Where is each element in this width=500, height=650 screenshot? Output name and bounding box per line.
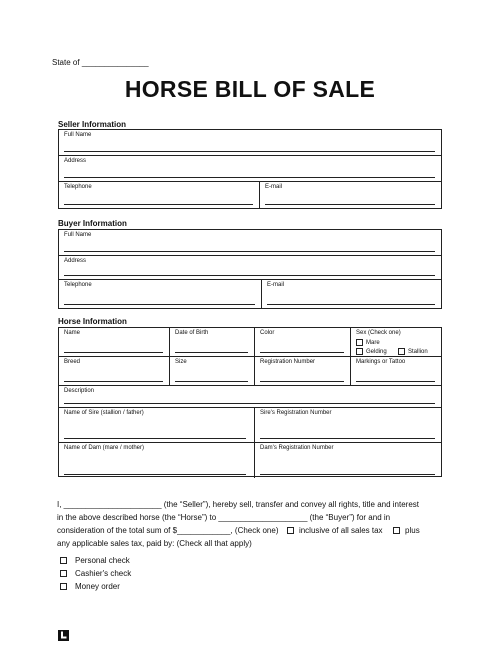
- statement-line-3-c: plus: [405, 526, 420, 535]
- buyer-telephone-label: Telephone: [64, 282, 92, 288]
- horse-size-cell: [169, 357, 254, 385]
- horse-color-field[interactable]: [260, 352, 344, 353]
- horse-breed-cell: [59, 357, 169, 385]
- statement-line-1: I, ______________________ (the “Seller”), hereby sell, transfer and convey all rights, title and interest: [57, 500, 419, 509]
- horse-markings-field[interactable]: [356, 381, 435, 382]
- state-label: State of: [52, 58, 80, 67]
- seller-address-field[interactable]: [64, 177, 435, 178]
- money-order-label: Money order: [75, 582, 120, 591]
- horse-registration-field[interactable]: [260, 381, 344, 382]
- horse-markings-label: Markings or Tattoo: [356, 359, 406, 365]
- buyer-full-name-label: Full Name: [64, 232, 92, 238]
- seller-full-name-field[interactable]: [64, 151, 435, 152]
- horse-color-label: Color: [260, 330, 275, 336]
- dam-reg-field[interactable]: [260, 474, 435, 475]
- buyer-address-label: Address: [64, 258, 87, 264]
- payment-money-order[interactable]: [60, 582, 120, 591]
- seller-contact-row: [59, 182, 441, 208]
- dam-name-label: Name of Dam (mare / mother): [64, 445, 145, 451]
- buyer-heading: Buyer Information: [58, 219, 127, 228]
- dam-reg-label: Dam's Registration Number: [260, 445, 334, 451]
- seller-telephone-cell: [59, 182, 259, 208]
- buyer-email-label: E-mail: [267, 282, 285, 288]
- horse-size-label: Size: [175, 359, 187, 365]
- horse-name-field[interactable]: [64, 352, 163, 353]
- plus-tax-checkbox[interactable]: [393, 527, 400, 534]
- horse-dob-label: Date of Birth: [175, 330, 209, 336]
- seller-full-name-label: Full Name: [64, 132, 92, 138]
- seller-box: [58, 129, 442, 209]
- sex-mare-option[interactable]: [356, 339, 380, 346]
- stallion-label: Stallion: [408, 349, 428, 356]
- statement-line-3-a: consideration of the total sum of $____________, (Check one): [57, 526, 279, 535]
- statement-line-2: in the above described horse (the “Horse”) to ____________________ (the “Buyer”) for and in: [57, 513, 391, 522]
- cashiers-check-checkbox[interactable]: [60, 570, 67, 577]
- sex-stallion-option[interactable]: [398, 348, 428, 355]
- horse-name-label: Name: [64, 330, 81, 336]
- mare-label: Mare: [366, 340, 380, 347]
- horse-description-label: Description: [64, 388, 95, 394]
- stallion-checkbox[interactable]: [398, 348, 405, 355]
- money-order-checkbox[interactable]: [60, 583, 67, 590]
- buyer-telephone-field[interactable]: [64, 304, 255, 305]
- buyer-telephone-cell: [59, 280, 261, 308]
- sire-name-label: Name of Sire (stallion / father): [64, 410, 144, 416]
- horse-row-1: [59, 328, 441, 357]
- buyer-email-field[interactable]: [267, 304, 435, 305]
- horse-row-2: [59, 357, 441, 386]
- buyer-contact-row: [59, 280, 441, 308]
- buyer-full-name-row: [59, 230, 441, 256]
- horse-sex-cell: [350, 328, 441, 356]
- brand-logo-icon: [58, 630, 69, 641]
- buyer-full-name-field[interactable]: [64, 251, 435, 252]
- horse-heading: Horse Information: [58, 317, 127, 326]
- sex-gelding-option[interactable]: [356, 348, 387, 355]
- seller-telephone-field[interactable]: [64, 204, 253, 205]
- horse-name-cell: [59, 328, 169, 356]
- seller-address-label: Address: [64, 158, 87, 164]
- page-title: HORSE BILL OF SALE: [124, 76, 376, 102]
- sire-name-cell: [59, 408, 254, 442]
- gelding-checkbox[interactable]: [356, 348, 363, 355]
- state-input[interactable]: _______________: [81, 58, 149, 67]
- inclusive-tax-checkbox[interactable]: [287, 527, 294, 534]
- gelding-label: Gelding: [366, 349, 387, 356]
- dam-reg-cell: [254, 443, 441, 478]
- buyer-email-cell: [261, 280, 441, 308]
- horse-description-row: [59, 386, 441, 408]
- horse-registration-cell: [254, 357, 350, 385]
- mare-checkbox[interactable]: [356, 339, 363, 346]
- payment-cashiers-check[interactable]: [60, 569, 131, 578]
- horse-box: [58, 327, 442, 477]
- seller-email-field[interactable]: [265, 204, 435, 205]
- seller-address-row: [59, 156, 441, 182]
- dam-name-field[interactable]: [64, 474, 246, 475]
- sire-reg-cell: [254, 408, 441, 442]
- buyer-box: [58, 229, 442, 309]
- horse-dob-cell: [169, 328, 254, 356]
- personal-check-label: Personal check: [75, 556, 130, 565]
- horse-dob-field[interactable]: [175, 352, 248, 353]
- sale-statement: [57, 498, 447, 550]
- payment-personal-check[interactable]: [60, 556, 130, 565]
- seller-full-name-row: [59, 130, 441, 156]
- horse-sire-row: [59, 408, 441, 443]
- seller-email-label: E-mail: [265, 184, 283, 190]
- horse-color-cell: [254, 328, 350, 356]
- buyer-address-row: [59, 256, 441, 280]
- sire-name-field[interactable]: [64, 438, 246, 439]
- horse-dam-row: [59, 443, 441, 478]
- statement-line-4: any applicable sales tax, paid by: (Check all that apply): [57, 539, 252, 548]
- sire-reg-field[interactable]: [260, 438, 435, 439]
- horse-registration-label: Registration Number: [260, 359, 316, 365]
- horse-markings-cell: [350, 357, 441, 385]
- statement-line-3-b: inclusive of all sales tax: [298, 526, 383, 535]
- state-line: [52, 58, 149, 67]
- horse-sex-label: Sex (Check one): [356, 330, 401, 336]
- personal-check-checkbox[interactable]: [60, 557, 67, 564]
- sire-reg-label: Sire's Registration Number: [260, 410, 332, 416]
- statement-line-3: [57, 524, 447, 537]
- cashiers-check-label: Cashier's check: [75, 569, 132, 578]
- buyer-address-field[interactable]: [64, 275, 435, 276]
- seller-heading: Seller Information: [58, 120, 127, 129]
- seller-telephone-label: Telephone: [64, 184, 92, 190]
- seller-email-cell: [259, 182, 441, 208]
- horse-breed-field[interactable]: [64, 381, 163, 382]
- horse-size-field[interactable]: [175, 381, 248, 382]
- horse-description-field[interactable]: [64, 403, 435, 404]
- dam-name-cell: [59, 443, 254, 478]
- horse-breed-label: Breed: [64, 359, 81, 365]
